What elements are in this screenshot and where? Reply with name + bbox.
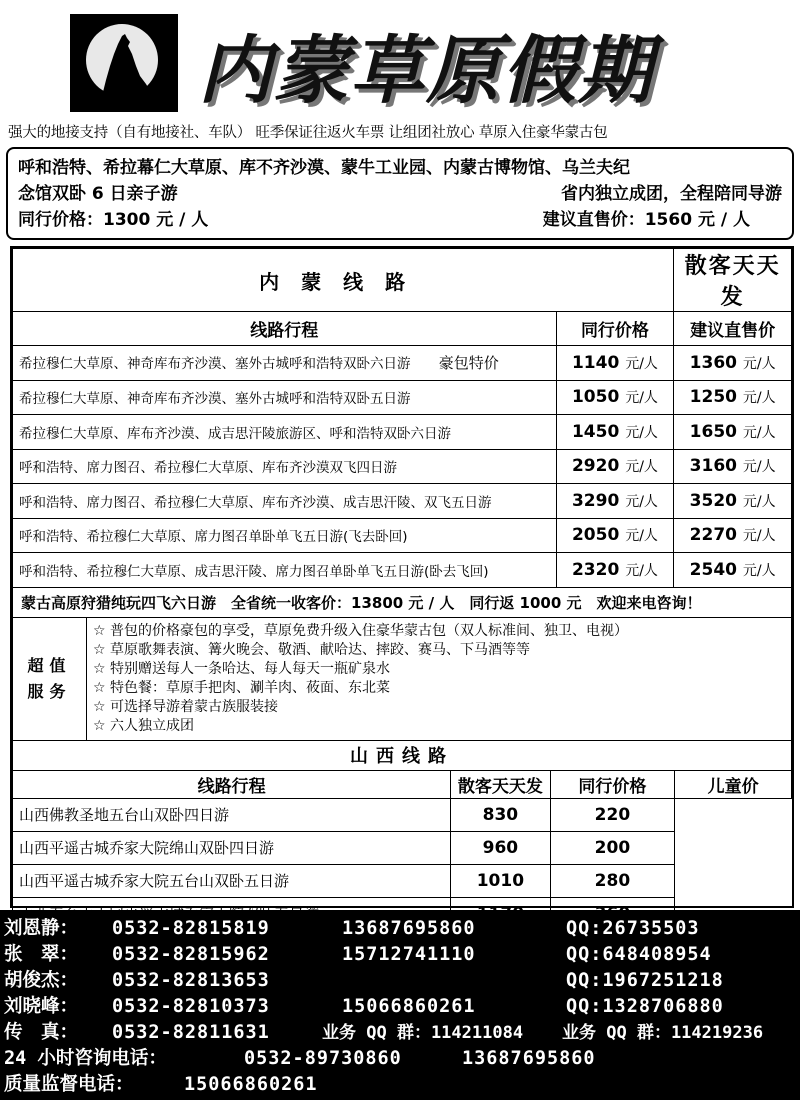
- route-row: [13, 449, 792, 484]
- contact-phone: 0532-82815962: [112, 944, 270, 965]
- route-row: [13, 380, 792, 415]
- featured-peer-price: 同行价格：1300 元 / 人: [18, 210, 209, 230]
- shanxi-row: [13, 798, 792, 831]
- contact-phone: 0532-82813653: [112, 970, 270, 991]
- contact-line: [4, 968, 796, 994]
- col-peer-price: 同行价格: [556, 312, 674, 346]
- sx-route-name: 山西佛教圣地五台山双卧四日游: [13, 798, 451, 831]
- routes-frame: [10, 246, 794, 908]
- featured-tour-box: [6, 147, 794, 240]
- contact-qq: QQ:1328706880: [566, 996, 724, 1017]
- neimeng-table: [12, 248, 792, 618]
- sx-col-child: 儿童价: [675, 770, 792, 798]
- route-text: 呼和浩特、席力图召、希拉穆仁大草原、库布齐沙漠双飞四日游: [19, 460, 397, 477]
- route-name: [13, 449, 557, 484]
- sx-peer-price: 830: [451, 798, 550, 831]
- service-item: ☆ 普包的价格豪包的享受，草原免费升级入住豪华蒙古包（双人标准间、独卫、电视）: [93, 622, 628, 639]
- route-row: [13, 484, 792, 519]
- price-unit: 元/人: [742, 562, 776, 579]
- contact-name: 刘恩静：: [4, 918, 79, 939]
- hotline-label: 24 小时咨询电话：: [4, 1048, 167, 1069]
- route-row: [13, 346, 792, 381]
- contact-name: 胡俊杰：: [4, 970, 79, 991]
- price-unit: 元/人: [742, 493, 776, 510]
- route-text: 希拉穆仁大草原、库布齐沙漠、成吉思汗陵旅游区、呼和浩特双卧六日游: [19, 425, 451, 442]
- contact-phone: 0532-82810373: [112, 996, 270, 1017]
- page-title: 内蒙草原假期: [198, 28, 654, 114]
- peer-price: [556, 346, 674, 381]
- contact-name: 刘晓峰：: [4, 996, 79, 1017]
- hotline-mobile: 13687695860: [462, 1048, 596, 1069]
- contact-qq: QQ:1967251218: [566, 970, 724, 991]
- sx-peer-price: 960: [451, 831, 550, 864]
- featured-note: 省内独立成团，全程陪同导游: [561, 184, 782, 204]
- price-unit: 元/人: [742, 459, 776, 476]
- retail-price-value: 1250: [689, 387, 737, 408]
- service-item: ☆ 六人独立成团: [93, 717, 195, 734]
- price-unit: 元/人: [742, 528, 776, 545]
- retail-price: [674, 346, 792, 381]
- fax-label: 传 真：: [4, 1022, 79, 1043]
- peer-price: [556, 415, 674, 450]
- price-unit: 元/人: [625, 355, 658, 372]
- route-tag: 豪包特价: [438, 354, 499, 373]
- contact-line: [4, 994, 796, 1020]
- featured-line-2: 念馆双卧 6 日亲子游: [18, 184, 178, 204]
- col-route: 线路行程: [13, 312, 557, 346]
- tagline: 强大的地接支持（自有地接社、车队） 旺季保证往返火车票 让组团社放心 草原入住豪华蒙古包: [8, 125, 608, 141]
- peer-price-value: 3290: [571, 490, 620, 511]
- peer-price-value: 1140: [571, 352, 620, 373]
- peer-price-value: 1450: [571, 421, 620, 442]
- peer-price: [556, 380, 674, 415]
- special-offer: 蒙古高原狩猎纯玩四飞六日游 全省统一收客价：13800 元 / 人 同行返 1000 元 欢迎来电咨询！: [13, 587, 792, 617]
- route-row: [13, 518, 792, 553]
- retail-price: [674, 484, 792, 519]
- supervision-phone: 15066860261: [184, 1074, 318, 1095]
- price-unit: 元/人: [625, 459, 658, 476]
- services-table: [12, 617, 792, 741]
- contact-mobile: 13687695860: [342, 918, 476, 939]
- contact-line: [4, 942, 796, 968]
- sx-route-name: 山西平遥古城乔家大院五台山双卧五日游: [13, 864, 451, 897]
- contact-footer: [0, 910, 800, 1100]
- service-item: ☆ 可选择导游着蒙古族服装接: [93, 698, 279, 715]
- hotline-line: [4, 1046, 796, 1072]
- retail-price-value: 1360: [689, 352, 737, 373]
- peer-price: [556, 449, 674, 484]
- peer-price-value: 2320: [571, 559, 620, 580]
- retail-price: [674, 553, 792, 588]
- featured-retail-price: 建议直售价：1560 元 / 人: [542, 210, 750, 230]
- price-unit: 元/人: [625, 528, 658, 545]
- contact-mobile: 15066860261: [342, 996, 476, 1017]
- peer-price: [556, 518, 674, 553]
- sx-child-price: 200: [550, 831, 675, 864]
- shanxi-daily: 散客天天发: [451, 770, 550, 798]
- sx-child-price: 280: [550, 864, 675, 897]
- route-name: [13, 346, 557, 381]
- service-item: ☆ 特色餐：草原手把肉、涮羊肉、莜面、东北菜: [93, 679, 390, 696]
- route-row: [13, 553, 792, 588]
- contact-mobile: 15712741110: [342, 944, 476, 965]
- fax-number: 0532-82811631: [112, 1022, 270, 1043]
- price-unit: 元/人: [625, 424, 658, 441]
- price-unit: 元/人: [742, 390, 776, 407]
- supervision-label: 质量监督电话：: [4, 1074, 134, 1095]
- col-retail-price: 建议直售价: [674, 312, 792, 346]
- price-unit: 元/人: [625, 390, 658, 407]
- peer-price-value: 2920: [571, 456, 620, 477]
- route-text: 呼和浩特、希拉穆仁大草原、席力图召单卧单飞五日游(飞去卧回): [19, 529, 408, 546]
- service-item: ☆ 特别赠送每人一条哈达、每人每天一瓶矿泉水: [93, 660, 390, 677]
- services-label-1: 超值: [27, 655, 72, 675]
- route-name: [13, 553, 557, 588]
- neimeng-section-title: 内蒙线路: [13, 249, 674, 312]
- contact-phone: 0532-82815819: [112, 918, 270, 939]
- sx-peer-price: 1010: [451, 864, 550, 897]
- wolf-moon-logo: [70, 14, 178, 112]
- shanxi-row: [13, 831, 792, 864]
- price-unit: 元/人: [742, 355, 776, 372]
- price-unit: 元/人: [742, 424, 776, 441]
- price-unit: 元/人: [625, 562, 658, 579]
- peer-price-value: 1050: [571, 387, 620, 408]
- contact-qq: QQ:648408954: [566, 944, 712, 965]
- peer-price-value: 2050: [571, 525, 620, 546]
- retail-price-value: 3160: [689, 456, 737, 477]
- hotline-phone: 0532-89730860: [244, 1048, 402, 1069]
- wolf-moon-icon: [70, 14, 178, 112]
- route-name: [13, 415, 557, 450]
- services-list: [87, 617, 792, 740]
- retail-price: [674, 380, 792, 415]
- route-name: [13, 484, 557, 519]
- featured-line-1: 呼和浩特、希拉幕仁大草原、库不齐沙漠、蒙牛工业园、内蒙古博物馆、乌兰夫纪: [18, 158, 630, 178]
- retail-price-value: 3520: [689, 490, 737, 511]
- route-text: 希拉穆仁大草原、神奇库布齐沙漠、塞外古城呼和浩特双卧六日游: [19, 356, 411, 373]
- qq-group-2: 业务 QQ 群：114219236: [562, 1023, 764, 1043]
- contact-line: [4, 916, 796, 942]
- route-name: [13, 380, 557, 415]
- contact-name: 张 翠：: [4, 944, 79, 965]
- shanxi-row: [13, 864, 792, 897]
- shanxi-section-title: 山西线路: [13, 740, 792, 770]
- peer-price: [556, 553, 674, 588]
- services-label: [13, 617, 87, 740]
- retail-price-value: 2270: [689, 525, 737, 546]
- route-text: 呼和浩特、希拉穆仁大草原、成吉思汗陵、席力图召单卧单飞五日游(卧去飞回): [19, 563, 489, 580]
- qq-group-1: 业务 QQ 群：114211084: [322, 1023, 524, 1043]
- services-label-2: 服务: [27, 681, 72, 701]
- route-text: 希拉穆仁大草原、神奇库布齐沙漠、塞外古城呼和浩特双卧五日游: [19, 391, 411, 408]
- peer-price: [556, 484, 674, 519]
- shanxi-table: [12, 740, 792, 931]
- retail-price: [674, 415, 792, 450]
- route-row: [13, 415, 792, 450]
- sx-route-name: 山西平遥古城乔家大院绵山双卧四日游: [13, 831, 451, 864]
- retail-price: [674, 449, 792, 484]
- sx-col-route: 线路行程: [13, 770, 451, 798]
- retail-price-value: 1650: [689, 421, 737, 442]
- neimeng-daily: 散客天天发: [674, 249, 792, 312]
- route-name: [13, 518, 557, 553]
- sx-child-price: 220: [550, 798, 675, 831]
- retail-price: [674, 518, 792, 553]
- contact-mobile: [342, 968, 566, 994]
- price-unit: 元/人: [625, 493, 658, 510]
- service-item: ☆ 草原歌舞表演、篝火晚会、敬酒、献哈达、摔跤、赛马、下马酒等等: [93, 641, 530, 658]
- fax-line: [4, 1020, 796, 1046]
- sx-col-peer: 同行价格: [550, 770, 675, 798]
- contact-qq: QQ:26735503: [566, 918, 700, 939]
- retail-price-value: 2540: [689, 559, 737, 580]
- supervision-line: [4, 1072, 796, 1098]
- route-text: 呼和浩特、席力图召、希拉穆仁大草原、库布齐沙漠、成吉思汗陵、双飞五日游: [19, 494, 492, 511]
